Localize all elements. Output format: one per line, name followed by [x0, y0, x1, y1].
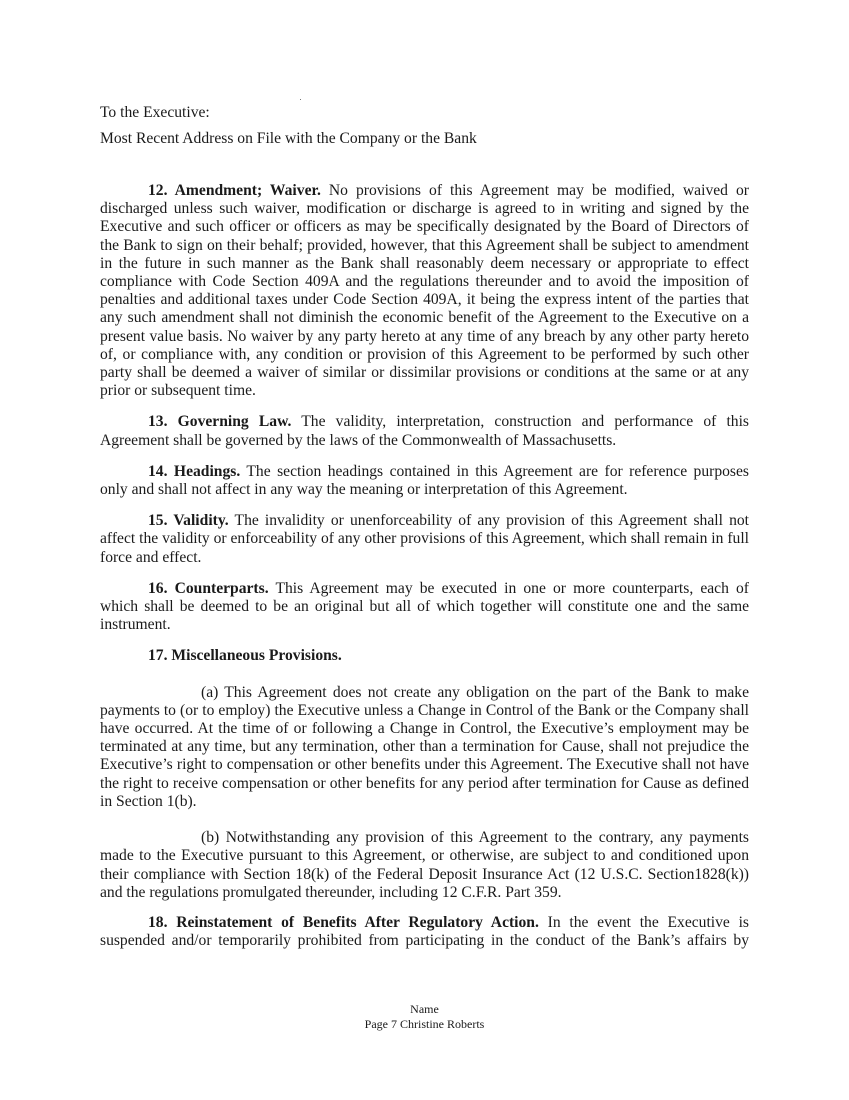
section-15	[100, 512, 749, 567]
section-13-text: The validity, interpretation, construction and performance of this Agreement shall be governed by the laws of the Commonwealth of Massachusetts.	[100, 413, 750, 449]
section-12-heading: 12. Amendment; Waiver.	[148, 182, 321, 199]
section-17a-text: (a) This Agreement does not create any obligation on the part of the Bank to make payments to (or to employ) the Executive unless a Change in Control of the Bank or the Company shall have occurred. At the time of or following a Change in Control, the Executive’s employment may be terminated at any time, but any termination, other than a termination for Cause, shall not prejudice the Executive’s right to compensation or other benefits under this Agreement. The Executive shall not have the right to receive compensation or other benefits for any period after termination for Cause as defined in Section 1(b).	[100, 683, 749, 810]
section-18-text: In the event the Executive is suspended and/or temporarily prohibited from participating in the conduct of the Bank’s affairs by	[100, 913, 750, 950]
section-17-heading: 17. Miscellaneous Provisions.	[148, 647, 342, 665]
section-15-heading: 15. Validity.	[148, 512, 229, 530]
section-15-text: The invalidity or unenforceability of any provision of this Agreement shall not affect the validity or enforceability of any other provisions of this Agreement, which shall remain in full force and effect.	[100, 512, 749, 566]
section-17	[100, 647, 749, 665]
section-13	[100, 413, 749, 449]
section-17b-text: (b) Notwithstanding any provision of this Agreement to the contrary, any payments made to the Executive pursuant to this Agreement, or otherwise, are subject to and conditioned upon their compliance with Section 18(k) of the Federal Deposit Insurance Act (12 U.S.C. Section1828(k)) and the regulations promulgated thereunder, including 12 C.F.R. Part 359.	[100, 829, 749, 901]
section-18	[100, 914, 749, 950]
stray-mark	[300, 99, 301, 100]
address-line: Most Recent Address on File with the Company or the Bank	[100, 130, 477, 147]
agreement-body	[100, 182, 749, 950]
section-12-text: No provisions of this Agreement may be modified, waived or discharged unless such waiver, modification or discharge is agreed to in writing and signed by the Executive and such officer or officers as may be specifically designated by the Board of Directors of the Bank to sign on their behalf; provided, however, that this Agreement shall be subject to amendment in the future in such manner as the Bank shall reasonably deem necessary or appropriate to effect compliance with Code Section 409A and the regulations thereunder and to avoid the imposition of penalties and additional taxes under Code Section 409A, it being the express intent of the parties that any such amendment shall not diminish the economic benefit of the Agreement to the Executive on a present value basis. No waiver by any party hereto at any time of any breach by any other party hereto of, or compliance with, any condition or provision of this Agreement to be performed by such other party shall be deemed a waiver of similar or dissimilar provisions or conditions at the same or at any prior or subsequent time.	[100, 182, 749, 400]
section-14	[100, 463, 749, 499]
section-12	[100, 182, 749, 400]
section-16-text: This Agreement may be executed in one or more counterparts, each of which shall be deemed to be an original but all of which together will constitute one and the same instrument.	[100, 579, 749, 634]
section-16	[100, 580, 749, 635]
section-13-heading: 13. Governing Law.	[148, 413, 292, 431]
section-14-heading: 14. Headings.	[148, 462, 241, 480]
footer-name: Name	[410, 1002, 439, 1016]
section-17a	[100, 684, 749, 811]
section-14-text: The section headings contained in this Agreement are for reference purposes only and shall not affect in any way the meaning or interpretation of this Agreement.	[100, 462, 749, 499]
section-17b	[100, 829, 749, 902]
section-16-heading: 16. Counterparts.	[148, 579, 269, 597]
address-to-line: To the Executive:	[100, 104, 210, 121]
section-18-heading: 18. Reinstatement of Benefits After Regulatory Action.	[148, 913, 539, 931]
footer-page-label: Page 7 Christine Roberts	[364, 1017, 485, 1031]
